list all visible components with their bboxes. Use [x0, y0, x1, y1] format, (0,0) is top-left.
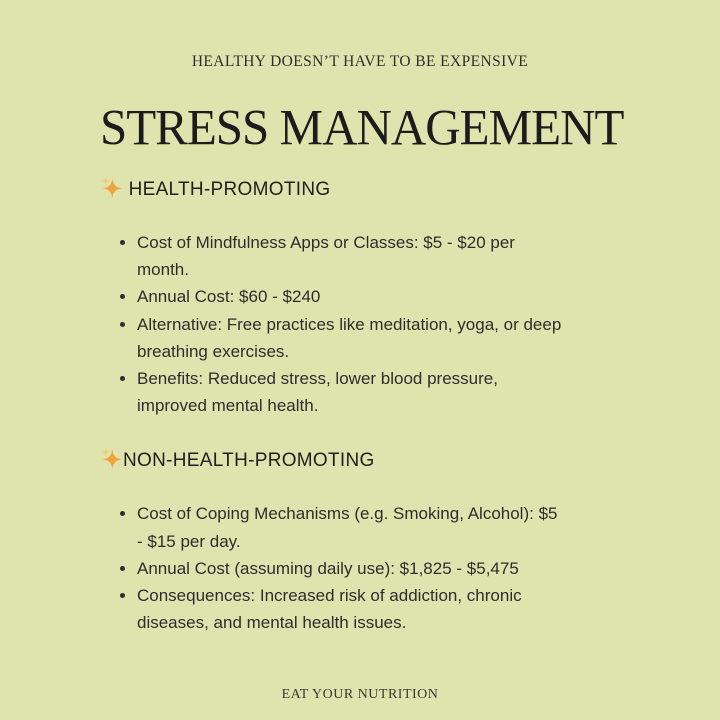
bullet-item: • Alternative: Free practices like meditation, yoga, or deep breathing exercises. — [137, 311, 567, 365]
bullet-item: • Annual Cost (assuming daily use): $1,825 - $5,475 — [137, 555, 567, 582]
sparkle-icon — [100, 176, 123, 199]
bullet-item: • Consequences: Increased risk of addiction, chronic diseases, and mental health issues. — [137, 582, 567, 636]
section-heading-text: HEALTH-PROMOTING — [123, 179, 331, 200]
bullet-item: • Benefits: Reduced stress, lower blood pressure, improved mental health. — [137, 365, 567, 419]
bullet-item: • Cost of Mindfulness Apps or Classes: $5 - $20 per month. — [137, 229, 567, 283]
sparkle-icon — [100, 447, 123, 470]
tagline: HEALTHY DOESN’T HAVE TO BE EXPENSIVE — [191, 53, 529, 70]
topic-section — [100, 447, 720, 636]
page-title: STRESS MANAGEMENT — [100, 98, 624, 157]
section-heading — [100, 447, 720, 474]
topic-section — [100, 176, 720, 419]
bullet-item: • Annual Cost: $60 - $240 — [137, 283, 567, 310]
bullet-list — [100, 500, 567, 636]
footer-brand: EAT YOUR NUTRITION — [281, 687, 439, 702]
bullet-item: • Cost of Coping Mechanisms (e.g. Smoking, Alcohol): $5 - $15 per day. — [137, 500, 567, 554]
bullet-list — [100, 229, 567, 419]
content-area — [100, 176, 720, 636]
section-heading — [100, 176, 720, 203]
section-heading-text: NON-HEALTH-PROMOTING — [123, 450, 375, 472]
